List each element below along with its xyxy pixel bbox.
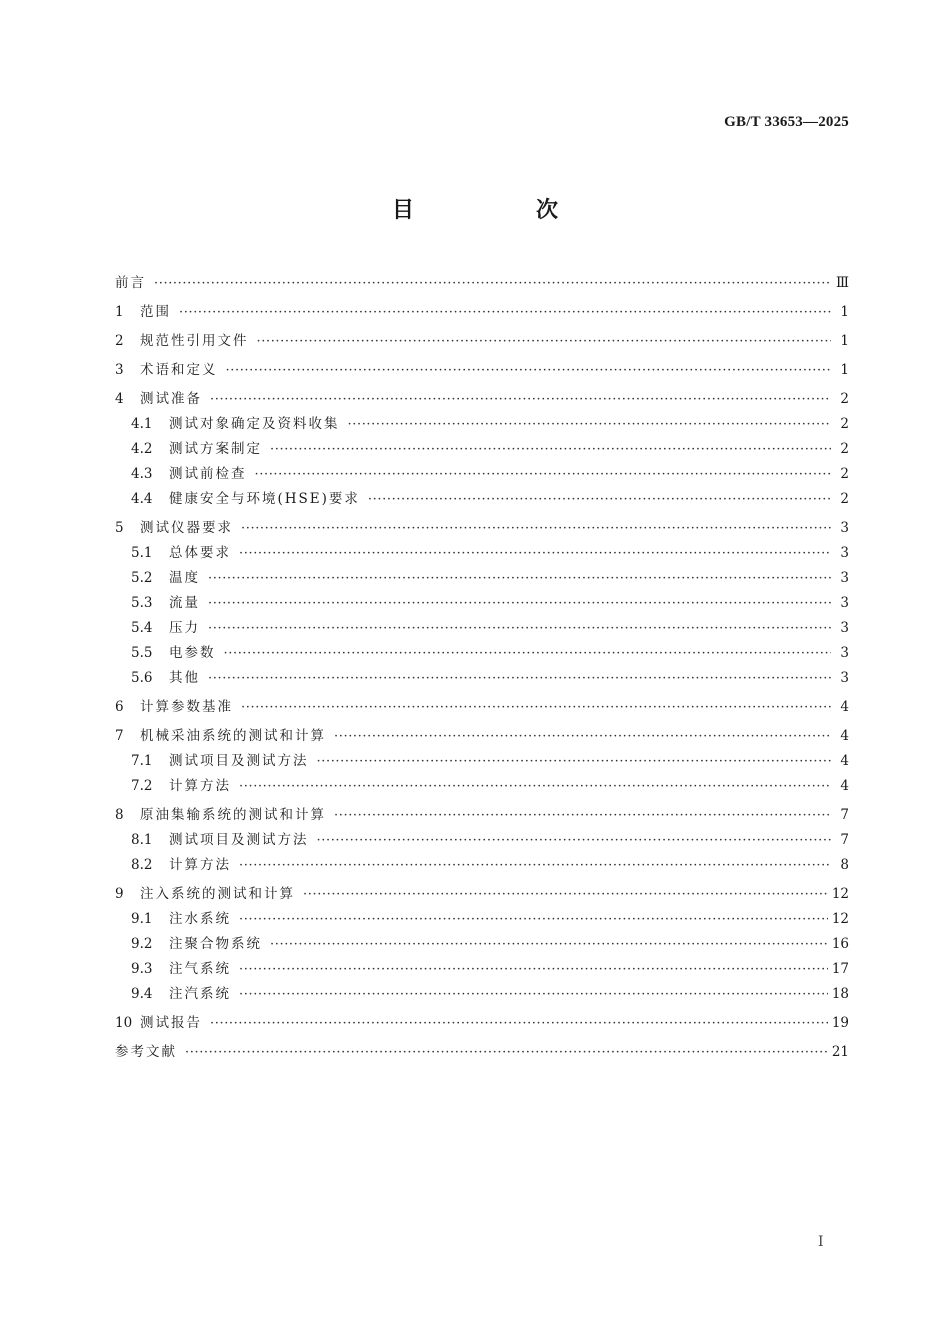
toc-entry[interactable] <box>115 541 849 566</box>
toc-entry[interactable] <box>115 462 849 487</box>
toc-leader-dots <box>239 853 831 878</box>
toc-leader-dots <box>208 616 831 641</box>
toc-leader-dots <box>239 541 831 566</box>
toc-entry[interactable] <box>115 437 849 462</box>
toc-entry-label: 机械采油系统的测试和计算 <box>140 728 326 744</box>
toc-leader-dots <box>317 749 832 774</box>
toc-entry-number: 9.1 <box>131 911 153 927</box>
toc-entry[interactable] <box>115 774 849 799</box>
toc-entry-label: 其他 <box>169 670 200 686</box>
toc-entry-page: 7 <box>840 807 849 823</box>
toc-entry[interactable] <box>115 329 849 354</box>
toc-entry-number: 6 <box>115 699 124 715</box>
toc-entry-page: 3 <box>840 620 849 636</box>
toc-entry-label: 规范性引用文件 <box>140 333 249 349</box>
toc-entry-number: 3 <box>115 362 124 378</box>
toc-leader-dots <box>185 1040 828 1065</box>
toc-entry-page: 16 <box>831 936 849 952</box>
toc-leader-dots <box>208 666 831 691</box>
toc-entry-page: 17 <box>831 961 849 977</box>
toc-entry[interactable] <box>115 487 849 512</box>
toc-entry-label: 参考文献 <box>115 1044 177 1060</box>
toc-leader-dots <box>210 387 831 412</box>
toc-entry-number: 8.2 <box>131 857 153 873</box>
toc-entry-label: 压力 <box>169 620 200 636</box>
toc-leader-dots <box>257 329 832 354</box>
toc-entry-page: 3 <box>840 645 849 661</box>
toc-entry-page: 4 <box>840 699 849 715</box>
toc-entry-label: 测试方案制定 <box>169 441 262 457</box>
toc-entry-page: 2 <box>840 491 849 507</box>
toc-entry-number: 9 <box>115 886 124 902</box>
toc-entry-number: 5.6 <box>131 670 153 686</box>
toc-entry-page: 8 <box>840 857 849 873</box>
toc-entry[interactable] <box>115 749 849 774</box>
toc-entry[interactable] <box>115 907 849 932</box>
toc-entry[interactable] <box>115 387 849 412</box>
toc-entry[interactable] <box>115 271 849 296</box>
toc-leader-dots <box>208 566 831 591</box>
toc-entry-label: 测试对象确定及资料收集 <box>169 416 340 432</box>
toc-leader-dots <box>210 1011 828 1036</box>
toc-entry-number: 1 <box>115 304 124 320</box>
toc-entry-label: 测试前检查 <box>169 466 247 482</box>
toc-entry-page: 2 <box>840 416 849 432</box>
toc-entry[interactable] <box>115 300 849 325</box>
toc-leader-dots <box>368 487 831 512</box>
toc-entry-label: 前言 <box>115 275 146 291</box>
toc-entry[interactable] <box>115 724 849 749</box>
toc-entry-label: 计算方法 <box>169 857 231 873</box>
toc-entry-label: 原油集输系统的测试和计算 <box>140 807 326 823</box>
toc-entry-number: 9.3 <box>131 961 153 977</box>
toc-entry-label: 测试项目及测试方法 <box>169 832 309 848</box>
toc-entry-label: 范围 <box>140 304 171 320</box>
toc-entry-number: 7.2 <box>131 778 153 794</box>
toc-entry-number: 2 <box>115 333 124 349</box>
toc-entry-page: 4 <box>840 778 849 794</box>
toc-entry-label: 测试准备 <box>140 391 202 407</box>
toc-leader-dots <box>303 882 828 907</box>
toc-entry[interactable] <box>115 828 849 853</box>
toc-entry[interactable] <box>115 853 849 878</box>
toc-entry[interactable] <box>115 932 849 957</box>
standard-code: GB/T 33653—2025 <box>724 114 849 130</box>
toc-entry-page: 3 <box>840 670 849 686</box>
toc-entry-label: 测试仪器要求 <box>140 520 233 536</box>
toc-entry-page: 3 <box>840 595 849 611</box>
toc-entry-page: 18 <box>831 986 849 1002</box>
toc-entry-page: 3 <box>840 520 849 536</box>
toc-entry-page: 3 <box>840 545 849 561</box>
toc-leader-dots <box>270 932 828 957</box>
toc-entry-number: 5.4 <box>131 620 153 636</box>
toc-entry[interactable] <box>115 1040 849 1065</box>
page-number: Ⅰ <box>818 1234 824 1250</box>
toc-leader-dots <box>241 516 831 541</box>
toc-entry-number: 5.5 <box>131 645 153 661</box>
toc-entry-page: 1 <box>840 362 849 378</box>
toc-entry-label: 总体要求 <box>169 545 231 561</box>
toc-entry[interactable] <box>115 591 849 616</box>
toc-leader-dots <box>334 724 831 749</box>
toc-entry-label: 术语和定义 <box>140 362 218 378</box>
toc-leader-dots <box>239 907 828 932</box>
toc-entry-page: 12 <box>831 886 849 902</box>
toc-entry-label: 流量 <box>169 595 200 611</box>
toc-entry[interactable] <box>115 641 849 666</box>
toc-entry-number: 8 <box>115 807 124 823</box>
toc-entry-page: 2 <box>840 441 849 457</box>
toc-entry-number: 4 <box>115 391 124 407</box>
toc-entry-number: 10 <box>115 1015 133 1031</box>
toc-entry[interactable] <box>115 516 849 541</box>
toc-entry[interactable] <box>115 412 849 437</box>
toc-leader-dots <box>241 695 831 720</box>
toc-leader-dots <box>348 412 832 437</box>
toc-leader-dots <box>226 358 832 383</box>
toc-entry-page: 12 <box>831 911 849 927</box>
toc-leader-dots <box>179 300 831 325</box>
toc-entry-number: 4.3 <box>131 466 153 482</box>
toc-entry-page: Ⅲ <box>835 275 849 291</box>
toc-leader-dots <box>255 462 832 487</box>
toc-entry-page: 1 <box>840 304 849 320</box>
toc-entry-label: 计算参数基准 <box>140 699 233 715</box>
toc-entry-label: 测试项目及测试方法 <box>169 753 309 769</box>
toc-entry[interactable] <box>115 695 849 720</box>
toc-entry-number: 9.4 <box>131 986 153 1002</box>
toc-entry-label: 注入系统的测试和计算 <box>140 886 295 902</box>
toc-entry-page: 7 <box>840 832 849 848</box>
toc-entry-label: 健康安全与环境(HSE)要求 <box>169 491 360 507</box>
toc-entry-number: 5.1 <box>131 545 153 561</box>
toc-entry-label: 测试报告 <box>140 1015 202 1031</box>
toc-entry-page: 4 <box>840 728 849 744</box>
toc-entry[interactable] <box>115 566 849 591</box>
toc-entry-label: 计算方法 <box>169 778 231 794</box>
toc-entry-page: 4 <box>840 753 849 769</box>
toc-entry-page: 1 <box>840 333 849 349</box>
toc-entry-number: 7.1 <box>131 753 153 769</box>
page-title: 目 次 <box>391 198 608 223</box>
toc-entry-label: 注气系统 <box>169 961 231 977</box>
toc-entry-label: 注水系统 <box>169 911 231 927</box>
toc-entry[interactable] <box>115 982 849 1007</box>
toc-entry-label: 温度 <box>169 570 200 586</box>
toc-leader-dots <box>208 591 831 616</box>
toc-entry-number: 5.3 <box>131 595 153 611</box>
toc-leader-dots <box>334 803 831 828</box>
toc-leader-dots <box>270 437 831 462</box>
toc-entry[interactable] <box>115 666 849 691</box>
toc-entry[interactable] <box>115 1011 849 1036</box>
toc-entry[interactable] <box>115 358 849 383</box>
toc-entry-number: 4.1 <box>131 416 153 432</box>
toc-entry-page: 3 <box>840 570 849 586</box>
toc-entry[interactable] <box>115 803 849 828</box>
toc-leader-dots <box>239 957 828 982</box>
toc-entry-number: 5 <box>115 520 124 536</box>
toc-leader-dots <box>239 982 828 1007</box>
toc-leader-dots <box>239 774 831 799</box>
toc-entry-number: 7 <box>115 728 124 744</box>
toc-entry-page: 21 <box>831 1044 849 1060</box>
toc-entry-label: 注汽系统 <box>169 986 231 1002</box>
toc-entry-page: 2 <box>840 466 849 482</box>
toc-leader-dots <box>224 641 832 666</box>
toc-entry-number: 9.2 <box>131 936 153 952</box>
toc-entry[interactable] <box>115 882 849 907</box>
toc-entry[interactable] <box>115 957 849 982</box>
toc-entry-page: 2 <box>840 391 849 407</box>
toc-entry-number: 4.2 <box>131 441 153 457</box>
toc-entry-number: 5.2 <box>131 570 153 586</box>
toc-entry-label: 注聚合物系统 <box>169 936 262 952</box>
toc-leader-dots <box>317 828 832 853</box>
toc-entry-number: 4.4 <box>131 491 153 507</box>
toc-entry-number: 8.1 <box>131 832 153 848</box>
table-of-contents <box>115 271 849 1065</box>
toc-entry[interactable] <box>115 616 849 641</box>
toc-leader-dots <box>154 271 831 296</box>
toc-entry-label: 电参数 <box>169 645 216 661</box>
toc-entry-page: 19 <box>831 1015 849 1031</box>
